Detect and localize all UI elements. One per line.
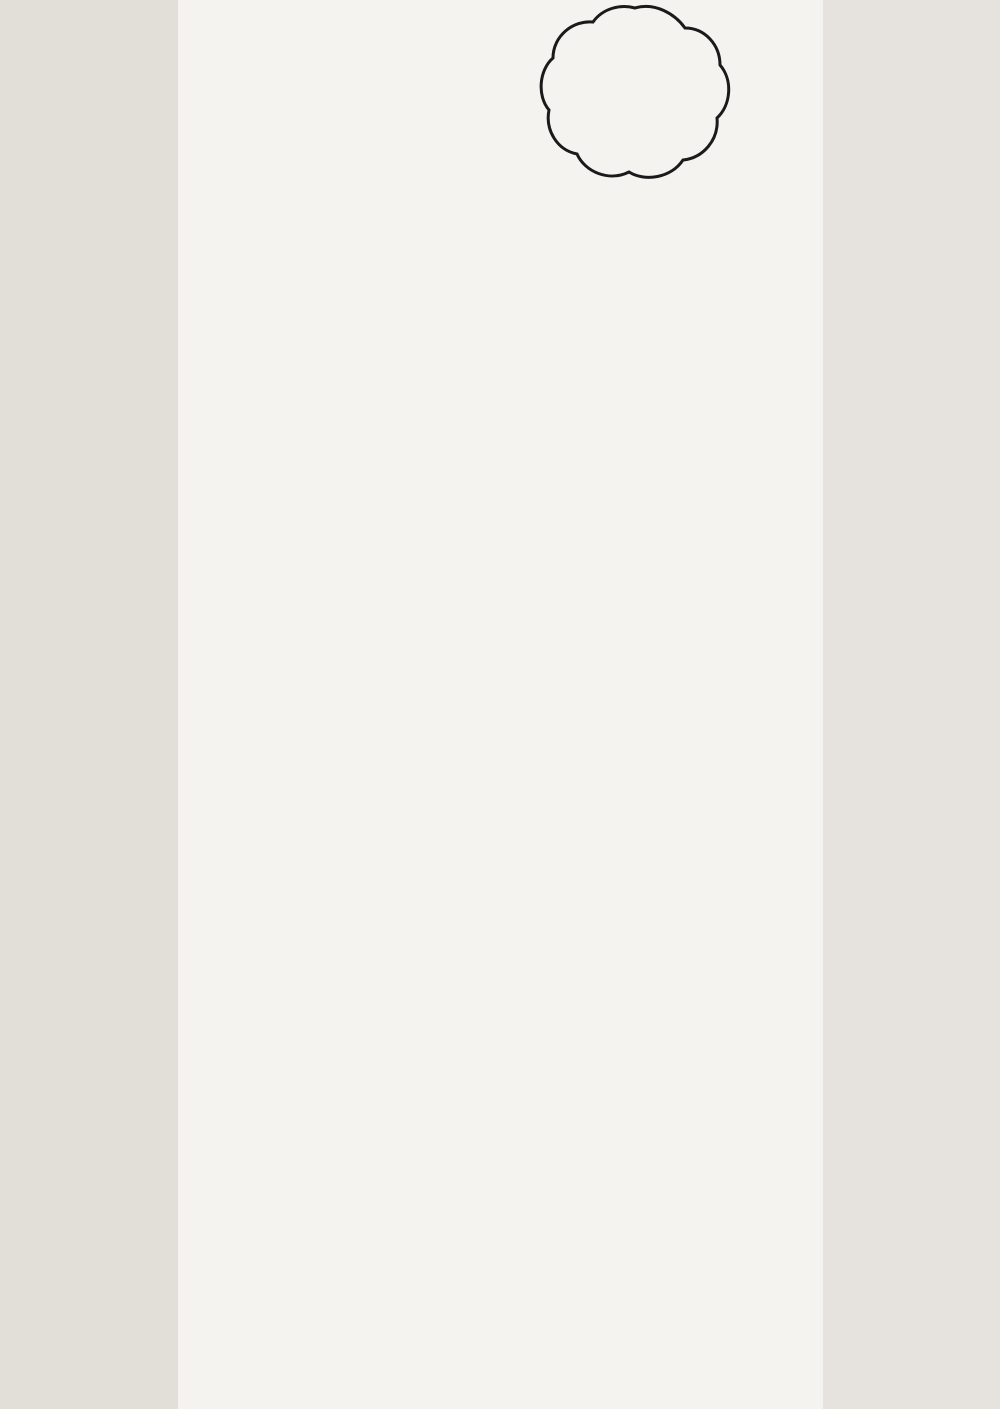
- stamp-outline: [541, 6, 729, 177]
- watermark-stamp: [535, 0, 735, 185]
- document-page: [178, 0, 823, 1409]
- scan-right-margin: [823, 0, 1000, 1409]
- scan-left-margin: [0, 0, 178, 1409]
